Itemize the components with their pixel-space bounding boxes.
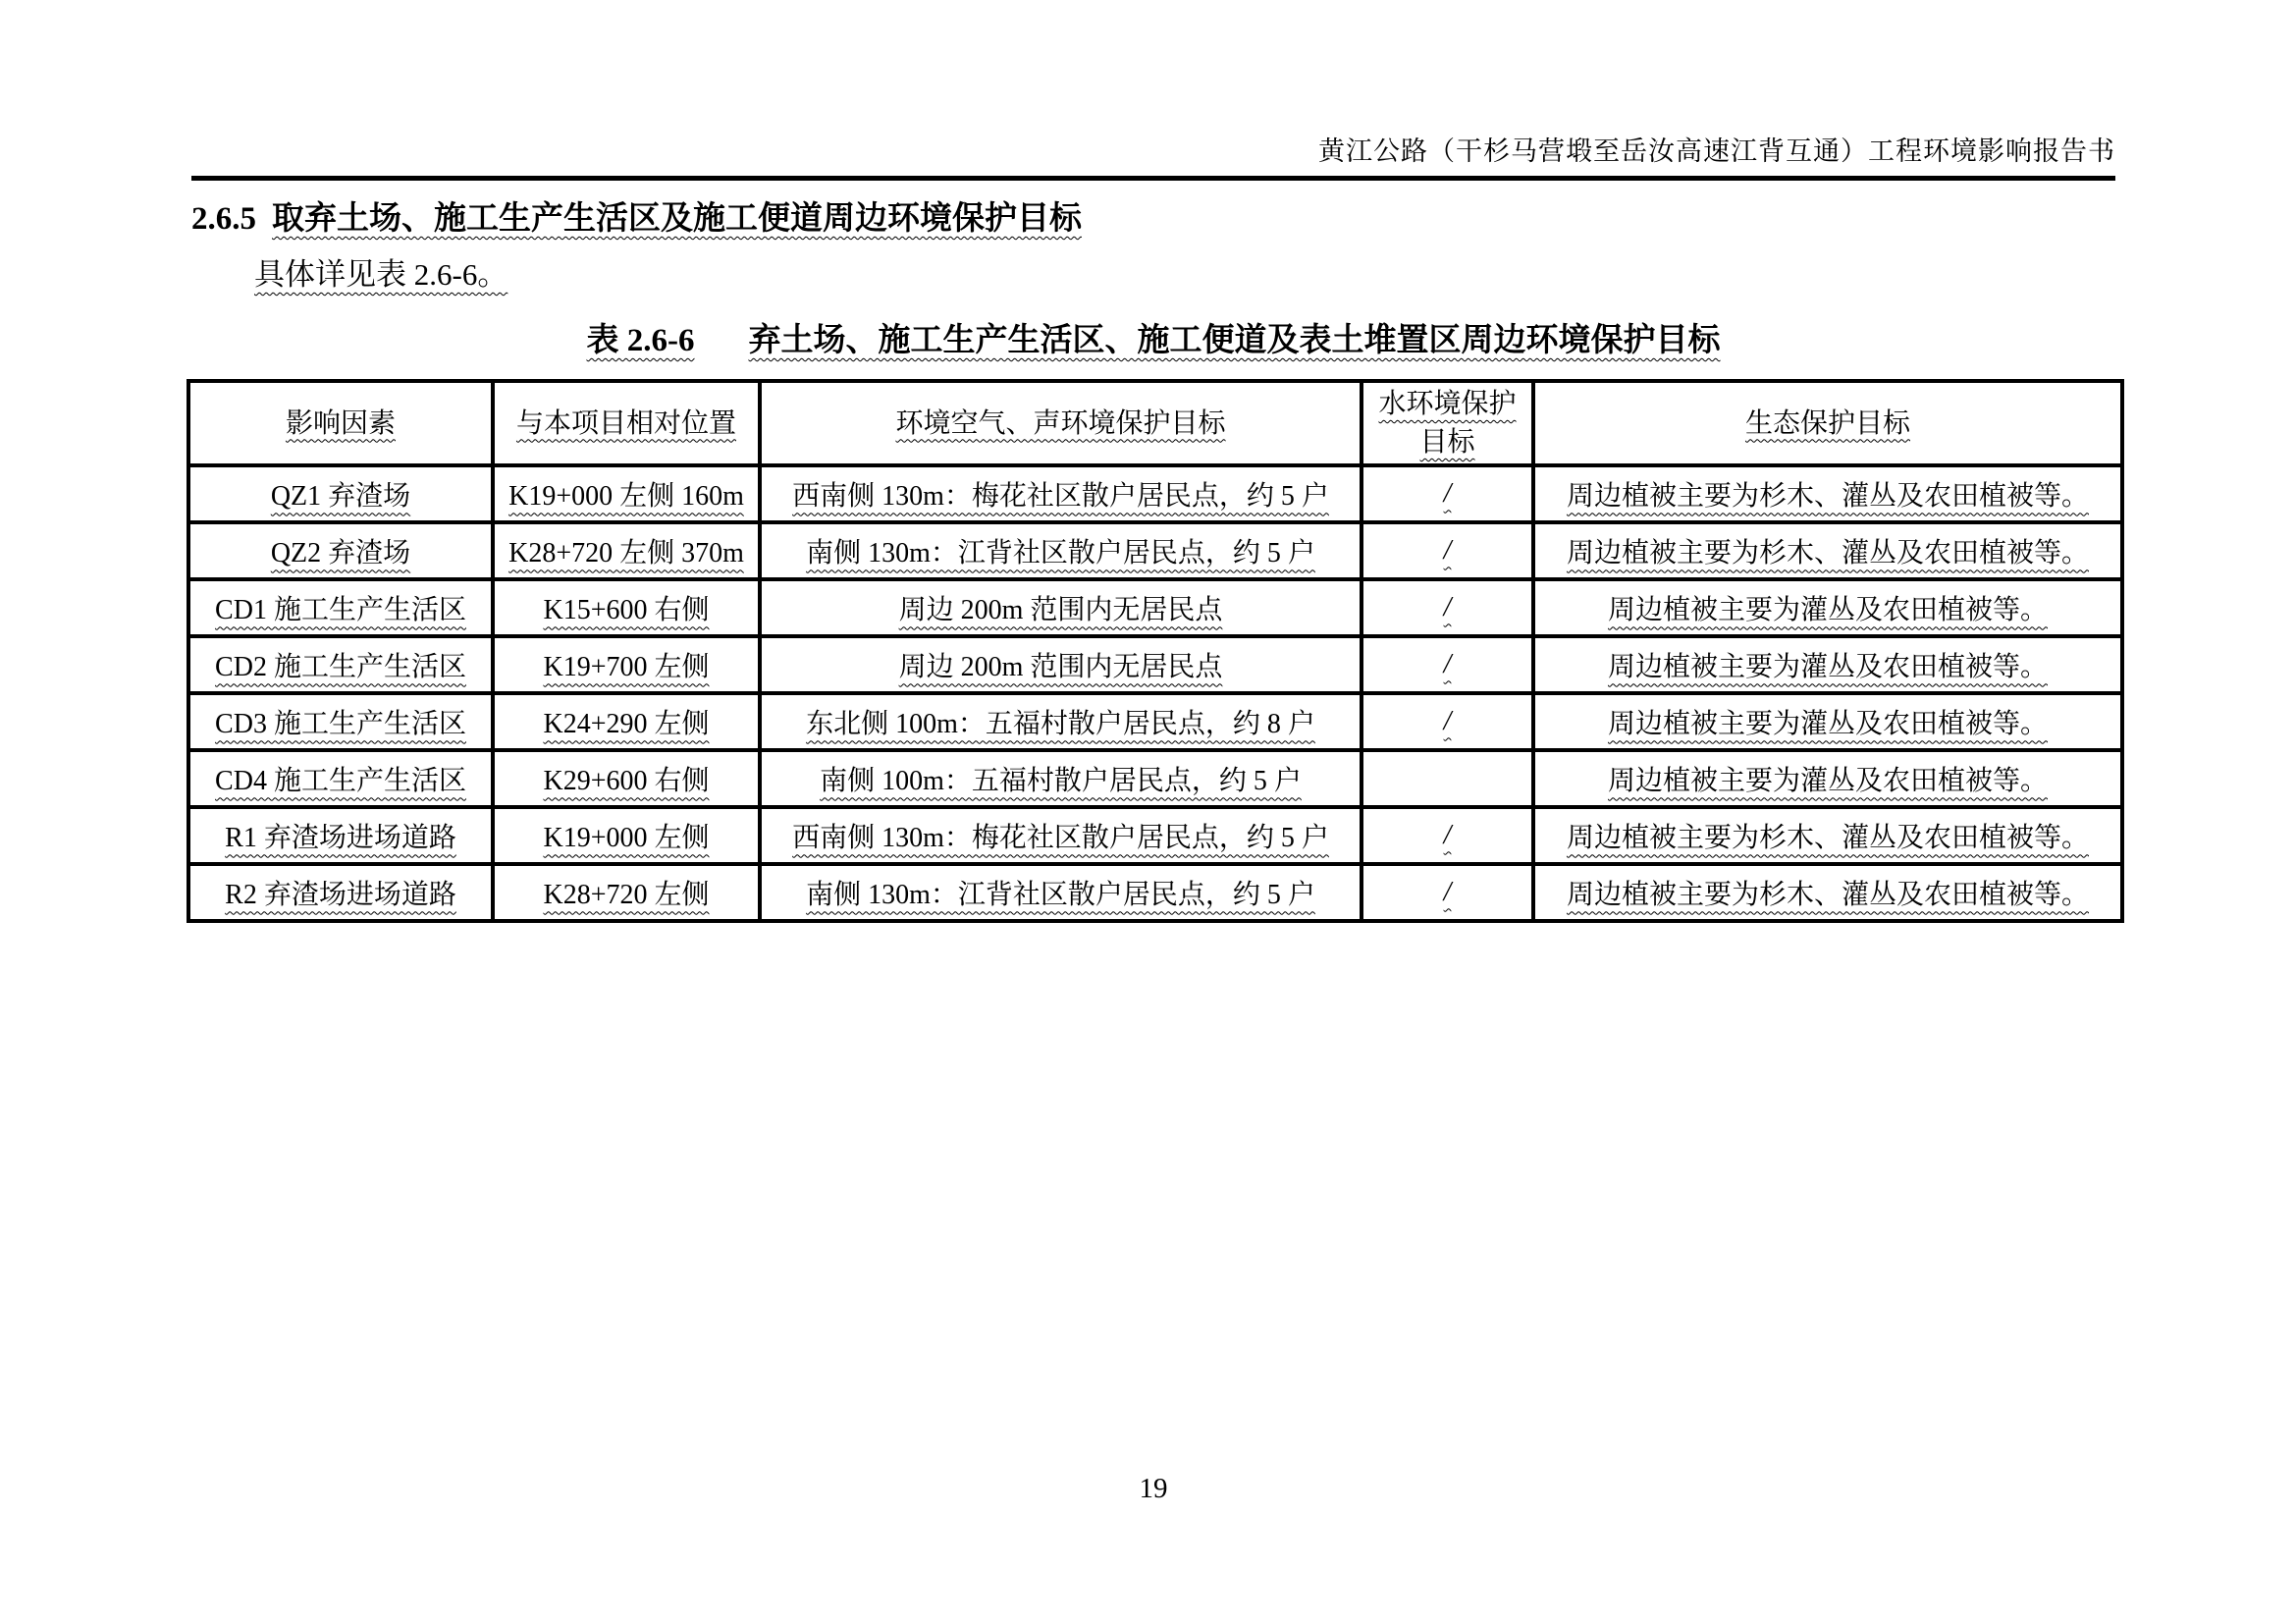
table-cell [760, 465, 1362, 522]
cell-text: 周边植被主要为杉木、灌丛及农田植被等。 [1566, 481, 2089, 513]
cell-text: / [1443, 820, 1452, 851]
section-number: 2.6.5 [191, 201, 256, 237]
table-cell [493, 750, 760, 807]
cell-text: QZ2 弃渣场 [270, 538, 411, 569]
cell-text: 南侧 130m：江背社区散户居民点，约 5 户 [806, 880, 1315, 911]
cell-text: K29+600 右侧 [543, 766, 710, 797]
column-header [760, 381, 1362, 465]
table-cell [1533, 579, 2122, 636]
cell-text: / [1443, 706, 1452, 737]
cell-text: K19+700 左侧 [543, 652, 710, 683]
document-page [191, 0, 2115, 1624]
table-cell [1362, 750, 1533, 807]
table-row [188, 522, 2122, 579]
table-row [188, 864, 2122, 921]
table-cell [760, 807, 1362, 864]
table-cell [1533, 750, 2122, 807]
cell-text: 周边 200m 范围内无居民点 [898, 652, 1223, 683]
column-header-text: 水环境保护目标 [1378, 389, 1517, 459]
cell-text: 周边植被主要为灌丛及农田植被等。 [1607, 709, 2048, 740]
table-cell [493, 636, 760, 693]
cell-text: / [1443, 478, 1452, 510]
column-header [188, 381, 493, 465]
cell-text: CD3 施工生产生活区 [215, 709, 466, 740]
cell-text: R1 弃渣场进场道路 [225, 823, 456, 854]
table-cell [1362, 693, 1533, 750]
table-cell [1533, 693, 2122, 750]
column-header-text: 与本项目相对位置 [515, 407, 736, 439]
cell-text: K28+720 左侧 370m [508, 538, 744, 569]
table-cell [1362, 522, 1533, 579]
page-number: 19 [1139, 1473, 1168, 1504]
column-header [1362, 381, 1533, 465]
table-cell [188, 693, 493, 750]
table-caption-label: 表 2.6-6 [586, 323, 695, 358]
table-header-row [188, 381, 2122, 465]
body-paragraph [254, 249, 507, 294]
cell-text: 西南侧 130m：梅花社区散户居民点，约 5 户 [792, 823, 1329, 854]
table-cell [493, 807, 760, 864]
section-title: 取弃土场、施工生产生活区及施工便道周边环境保护目标 [272, 201, 1082, 237]
cell-text: CD2 施工生产生活区 [215, 652, 466, 683]
cell-text: 周边植被主要为杉木、灌丛及农田植被等。 [1566, 823, 2089, 854]
table-cell [1362, 636, 1533, 693]
table-cell [1362, 579, 1533, 636]
table-row [188, 636, 2122, 693]
cell-text: K28+720 左侧 [543, 880, 710, 911]
column-header-text: 环境空气、声环境保护目标 [895, 407, 1226, 439]
cell-text: / [1443, 877, 1452, 908]
table-cell [1362, 864, 1533, 921]
cell-text: QZ1 弃渣场 [270, 481, 411, 513]
cell-text: 南侧 130m：江背社区散户居民点，约 5 户 [806, 538, 1315, 569]
table-cell [1533, 864, 2122, 921]
cell-text: 周边 200m 范围内无居民点 [898, 595, 1223, 626]
cell-text: / [1443, 649, 1452, 680]
column-header-text: 影响因素 [285, 407, 396, 439]
column-header-text: 生态保护目标 [1744, 407, 1910, 439]
table-cell [760, 636, 1362, 693]
table-cell [493, 579, 760, 636]
table-cell [188, 522, 493, 579]
table-row [188, 807, 2122, 864]
column-header [493, 381, 760, 465]
body-text: 具体详见表 2.6-6。 [254, 257, 508, 292]
cell-text: R2 弃渣场进场道路 [225, 880, 456, 911]
table-row [188, 693, 2122, 750]
cell-text: CD4 施工生产生活区 [215, 766, 466, 797]
table-cell [493, 522, 760, 579]
table-cell [760, 864, 1362, 921]
cell-text: 周边植被主要为杉木、灌丛及农田植被等。 [1566, 538, 2089, 569]
table-body [188, 465, 2122, 921]
table-cell [188, 807, 493, 864]
cell-text: K15+600 右侧 [543, 595, 710, 626]
cell-text: 南侧 100m：五福村散户居民点，约 5 户 [820, 766, 1302, 797]
cell-text: 周边植被主要为杉木、灌丛及农田植被等。 [1566, 880, 2089, 911]
header-divider [191, 176, 2115, 181]
column-header [1533, 381, 2122, 465]
cell-text: 西南侧 130m：梅花社区散户居民点，约 5 户 [792, 481, 1329, 513]
table-cell [188, 579, 493, 636]
cell-text: 周边植被主要为灌丛及农田植被等。 [1607, 766, 2048, 797]
table-cell [188, 750, 493, 807]
table-cell [1362, 465, 1533, 522]
table-cell [188, 864, 493, 921]
table-cell [760, 750, 1362, 807]
table-cell [1533, 636, 2122, 693]
table-row [188, 579, 2122, 636]
table-cell [188, 636, 493, 693]
cell-text: K19+000 左侧 160m [508, 481, 744, 513]
report-header-title: 黄江公路（干杉马营塅至岳汝高速江背互通）工程环境影响报告书 [1318, 136, 2115, 166]
cell-text: / [1443, 535, 1452, 567]
cell-text: / [1443, 592, 1452, 623]
table-cell [188, 465, 493, 522]
table-cell [760, 693, 1362, 750]
table-row [188, 465, 2122, 522]
table-cell [493, 864, 760, 921]
cell-text: 周边植被主要为灌丛及农田植被等。 [1607, 595, 2048, 626]
table-cell [1362, 807, 1533, 864]
env-protection-table [187, 379, 2124, 923]
cell-text: K19+000 左侧 [543, 823, 710, 854]
table-cell [493, 693, 760, 750]
cell-text: CD1 施工生产生活区 [215, 595, 466, 626]
section-heading [191, 192, 1082, 239]
table-cell [1533, 465, 2122, 522]
table-row [188, 750, 2122, 807]
table-cell [1533, 522, 2122, 579]
cell-text: 东北侧 100m：五福村散户居民点，约 8 户 [806, 709, 1315, 740]
table-caption [191, 314, 2115, 360]
table-cell [760, 579, 1362, 636]
table-caption-title: 弃土场、施工生产生活区、施工便道及表土堆置区周边环境保护目标 [748, 323, 1721, 358]
table-cell [1533, 807, 2122, 864]
table-cell [760, 522, 1362, 579]
cell-text: K24+290 左侧 [543, 709, 710, 740]
cell-text: 周边植被主要为灌丛及农田植被等。 [1607, 652, 2048, 683]
table-cell [493, 465, 760, 522]
